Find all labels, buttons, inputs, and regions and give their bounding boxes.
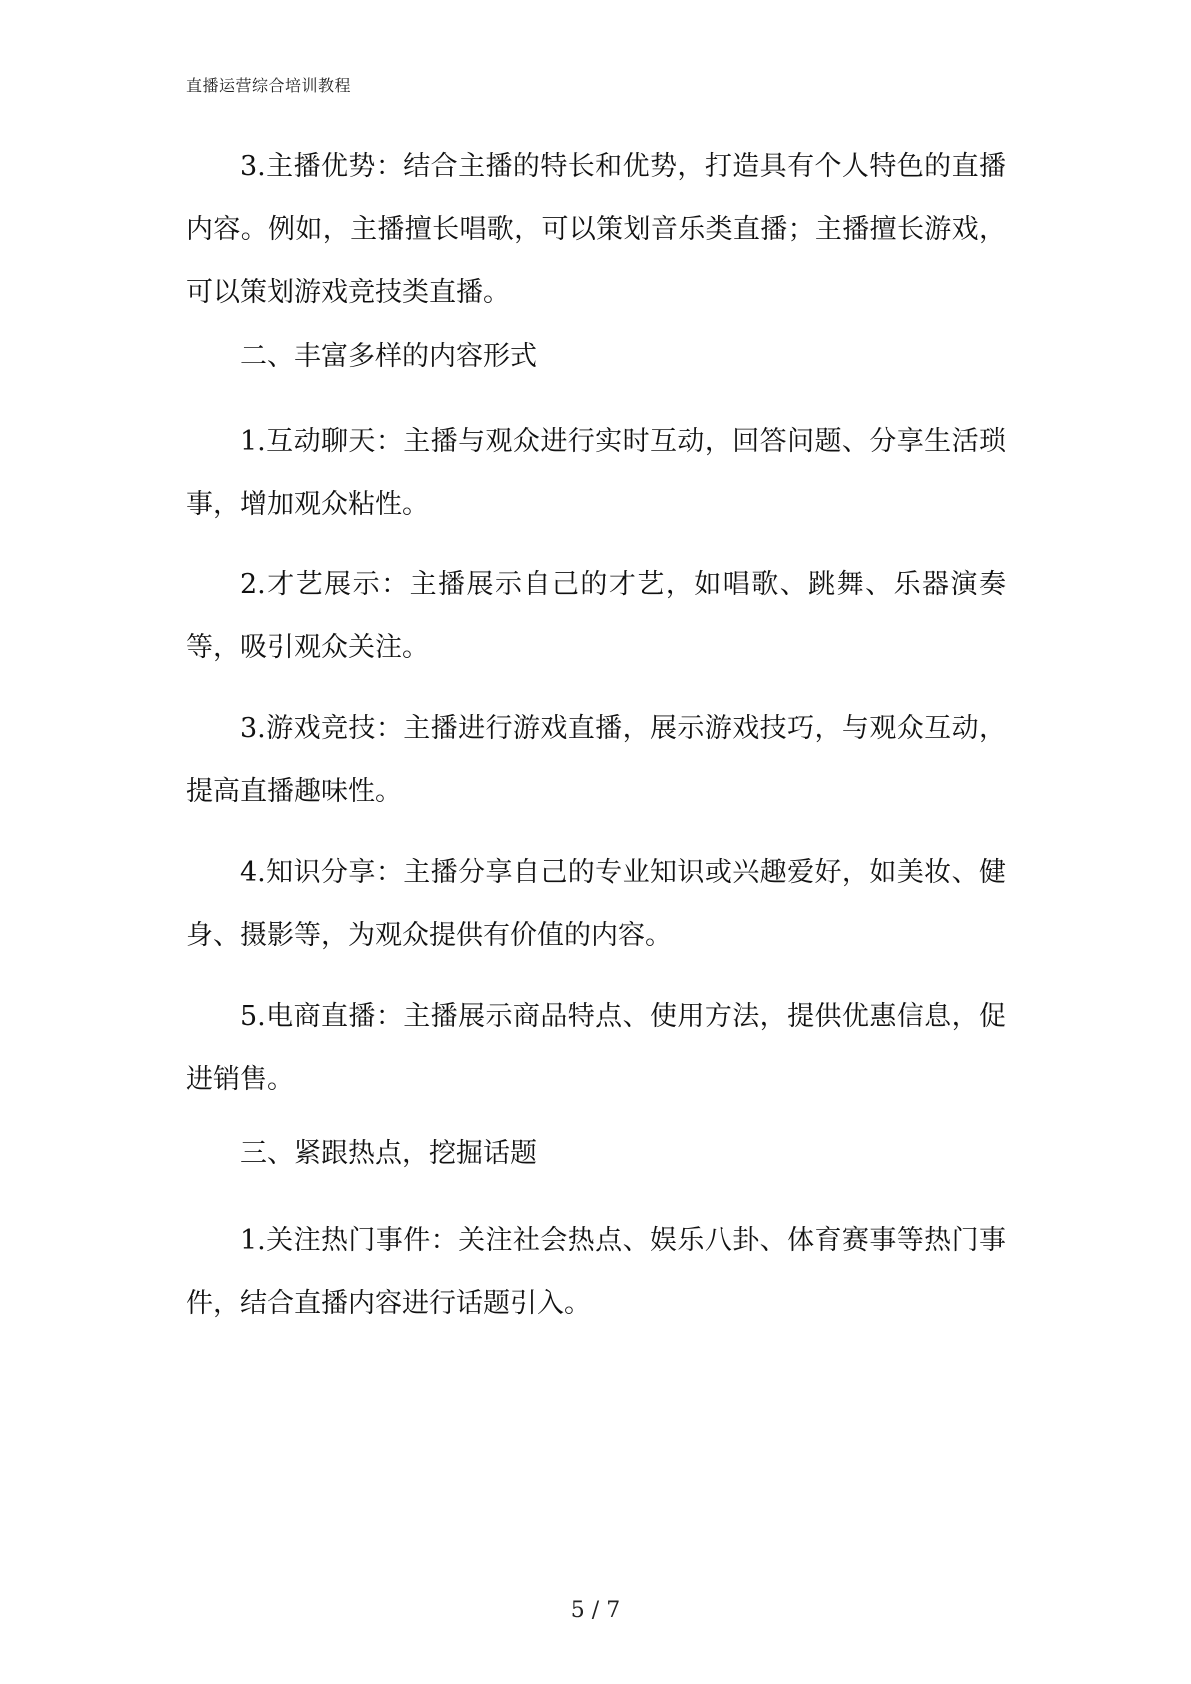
paragraph-gaming: 3.游戏竞技：主播进行游戏直播，展示游戏技巧，与观众互动，提高直播趣味性。 <box>186 713 1006 807</box>
paragraph-hot-events: 1.关注热门事件：关注社会热点、娱乐八卦、体育赛事等热门事件，结合直播内容进行话题引入。 <box>186 1225 1006 1319</box>
page-number: 5 / 7 <box>570 1598 621 1623</box>
document-header: 直播运营综合培训教程 <box>186 76 352 95</box>
section-heading-hot-topics: 三、紧跟热点，挖掘话题 <box>240 1138 537 1169</box>
paragraph-talent-show: 2.才艺展示：主播展示自己的才艺，如唱歌、跳舞、乐器演奏等，吸引观众关注。 <box>186 569 1006 663</box>
paragraph-knowledge-sharing: 4.知识分享：主播分享自己的专业知识或兴趣爱好，如美妆、健身、摄影等，为观众提供有价值的内容。 <box>186 857 1006 951</box>
paragraph-interactive-chat: 1.互动聊天：主播与观众进行实时互动，回答问题、分享生活琐事，增加观众粘性。 <box>186 426 1006 520</box>
section-heading-content-forms: 二、丰富多样的内容形式 <box>240 341 537 372</box>
paragraph-anchor-advantage: 3.主播优势：结合主播的特长和优势，打造具有个人特色的直播内容。例如，主播擅长唱歌，可以策划音乐类直播；主播擅长游戏，可以策划游戏竞技类直播。 <box>186 151 1006 308</box>
paragraph-ecommerce-live: 5.电商直播：主播展示商品特点、使用方法，提供优惠信息，促进销售。 <box>186 1001 1006 1095</box>
